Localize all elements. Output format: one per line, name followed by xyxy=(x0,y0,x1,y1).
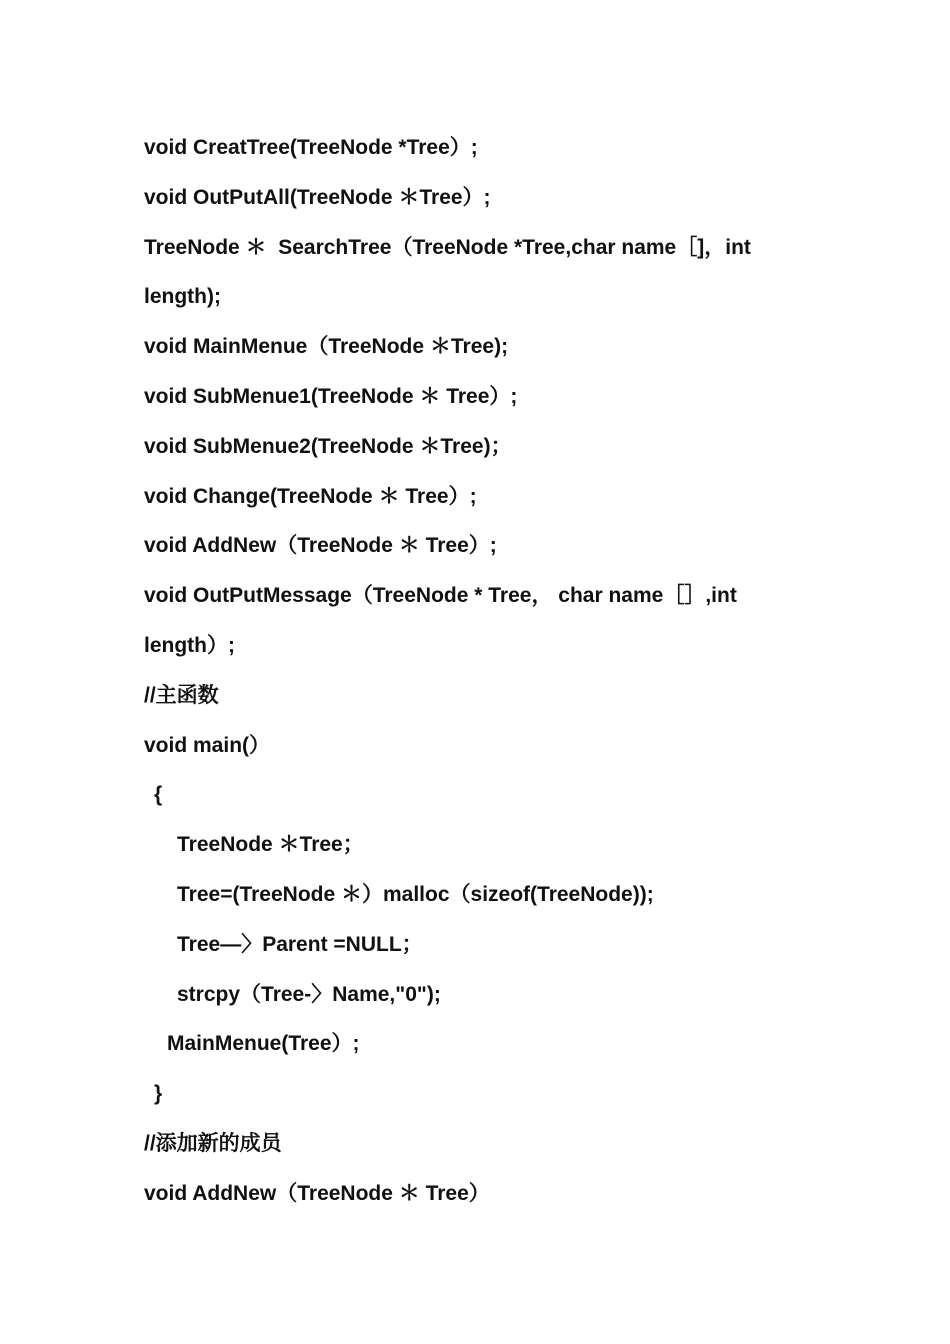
code-line-strcpy-name: strcpy（Tree-〉Name,"0"); xyxy=(177,982,441,1006)
code-line-addnew-definition: void AddNew（TreeNode ＊ Tree） xyxy=(144,1181,490,1205)
code-line-searchtree-decl: TreeNode ＊ SearchTree（TreeNode *Tree,char name［]，int xyxy=(144,235,751,259)
code-line-addnew-decl: void AddNew（TreeNode ＊ Tree）; xyxy=(144,534,497,558)
code-line-searchtree-decl-cont: length); xyxy=(144,285,221,309)
code-line-creattree-decl: void CreatTree(TreeNode *Tree）; xyxy=(144,136,478,159)
code-line-change-decl: void Change(TreeNode ＊ Tree）; xyxy=(144,484,477,508)
code-line-open-brace: { xyxy=(154,783,163,807)
code-line-close-brace: } xyxy=(154,1082,163,1106)
code-line-outputmessage-decl: void OutPutMessage（TreeNode * Tree， char name［］,int xyxy=(144,584,737,608)
code-line-submenue2-decl: void SubMenue2(TreeNode ＊Tree)； xyxy=(144,434,512,458)
code-line-outputall-decl: void OutPutAll(TreeNode ＊Tree）; xyxy=(144,185,491,209)
code-line-outputmessage-decl-cont: length）; xyxy=(144,633,235,657)
code-listing xyxy=(144,123,814,1219)
code-comment-add-new-member: //添加新的成员 xyxy=(144,1131,282,1155)
code-line-submenue1-decl: void SubMenue1(TreeNode ＊ Tree）; xyxy=(144,384,518,408)
code-line-tree-malloc: Tree=(TreeNode ＊）malloc（sizeof(TreeNode)); xyxy=(177,882,654,906)
code-line-mainmenue-decl: void MainMenue（TreeNode ＊Tree); xyxy=(144,335,509,359)
code-line-mainmenue-call: MainMenue(Tree）; xyxy=(167,1032,360,1056)
code-line-main-signature: void main(） xyxy=(144,733,271,757)
code-line-parent-null: Tree—〉Parent =NULL； xyxy=(177,932,423,956)
code-line-tree-declaration: TreeNode ＊Tree； xyxy=(177,833,364,857)
code-comment-main-function: //主函数 xyxy=(144,683,219,707)
